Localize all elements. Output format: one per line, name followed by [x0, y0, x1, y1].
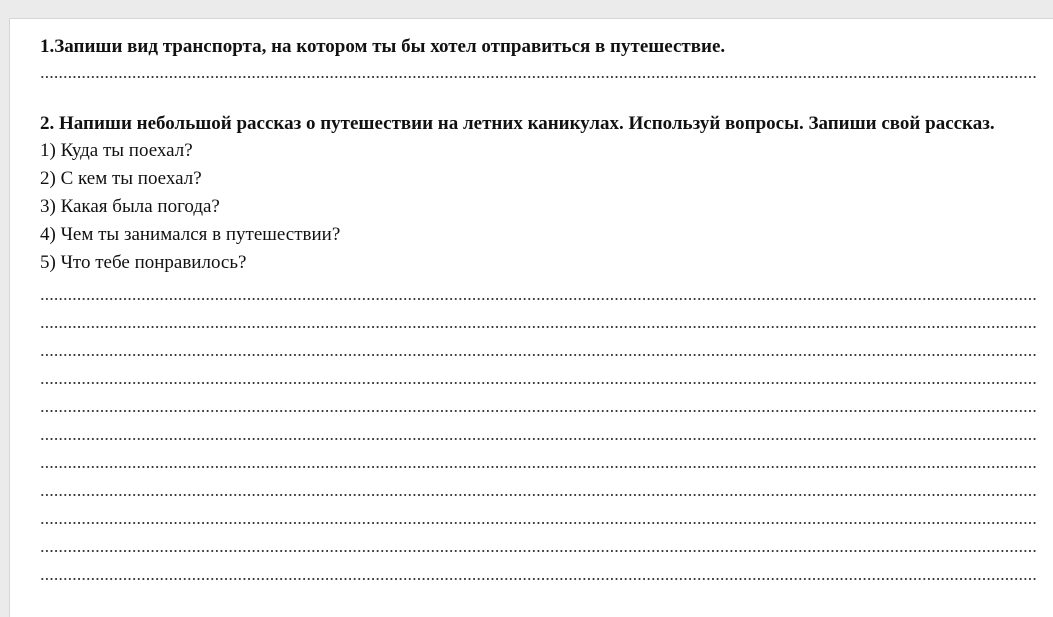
- answer-line[interactable]: [40, 553, 1036, 581]
- question-item: 2) С кем ты поехал?: [40, 168, 202, 189]
- question-item: 1) Куда ты поехал?: [40, 140, 193, 161]
- question-list: [40, 137, 1044, 277]
- answer-line[interactable]: [40, 385, 1036, 413]
- question-item: 5) Что тебе понравилось?: [40, 252, 247, 273]
- task-1-answer-line[interactable]: [40, 61, 1036, 79]
- answer-lines: [40, 273, 1044, 581]
- question-item: 4) Чем ты занимался в путешествии?: [40, 224, 341, 245]
- question-item: 3) Какая была погода?: [40, 196, 220, 217]
- answer-line[interactable]: [40, 497, 1036, 525]
- task-1: [40, 33, 1044, 79]
- worksheet-content: [40, 33, 1044, 581]
- task-2-title: 2. Напиши небольшой рассказ о путешествии на летних каникулах. Используй вопросы. Запиши свой рассказ.: [40, 113, 995, 134]
- answer-line[interactable]: [40, 441, 1036, 469]
- answer-line[interactable]: [40, 329, 1036, 357]
- answer-line[interactable]: [40, 469, 1036, 497]
- task-1-title: 1.Запиши вид транспорта, на котором ты бы хотел отправиться в путешествие.: [40, 36, 726, 57]
- worksheet-page: [9, 18, 1053, 617]
- answer-line[interactable]: [40, 357, 1036, 385]
- answer-line[interactable]: [40, 273, 1036, 301]
- answer-line[interactable]: [40, 525, 1036, 553]
- answer-line[interactable]: [40, 301, 1036, 329]
- task-2: [40, 110, 1044, 581]
- answer-line[interactable]: [40, 413, 1036, 441]
